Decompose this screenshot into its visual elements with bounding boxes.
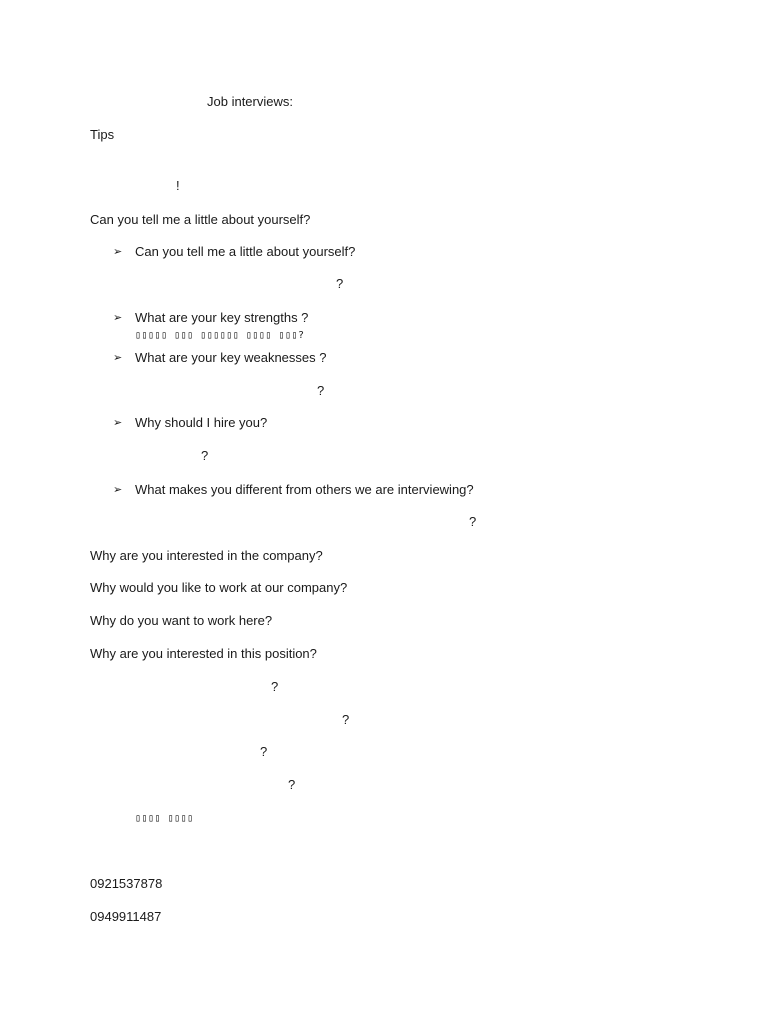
tips-heading: Tips <box>90 127 115 142</box>
question-mark: ? <box>317 383 325 398</box>
phone-number: 0949911487 <box>90 909 162 924</box>
company-question: Why are you interested in the company? <box>90 548 323 563</box>
question-mark: ? <box>271 679 279 694</box>
company-question: Why are you interested in this position? <box>90 646 317 661</box>
bullet-item: Can you tell me a little about yourself? <box>135 244 356 259</box>
bullet-arrow-icon: ➢ <box>113 483 123 496</box>
question-mark: ? <box>342 712 350 727</box>
bullet-arrow-icon: ➢ <box>113 416 123 429</box>
question-mark: ? <box>336 276 344 291</box>
bullet-arrow-icon: ➢ <box>113 351 123 364</box>
exclamation-mark: ! <box>176 178 180 193</box>
bullet-item: Why should I hire you? <box>135 415 268 430</box>
bullet-arrow-icon: ➢ <box>113 311 123 324</box>
question-mark: ? <box>260 744 268 759</box>
phone-number: 0921537878 <box>90 876 163 891</box>
bullet-item: What are your key weaknesses ? <box>135 350 327 365</box>
question-mark: ? <box>201 448 209 463</box>
bullet-arrow-icon: ➢ <box>113 245 123 258</box>
document-title: Job interviews: <box>207 94 293 109</box>
bullet-item: What makes you different from others we are interviewing? <box>135 482 474 497</box>
garbled-text-line: ▯▯▯▯▯ ▯▯▯ ▯▯▯▯▯▯ ▯▯▯▯ ▯▯▯? <box>135 330 305 341</box>
bullet-item: What are your key strengths ? <box>135 310 309 325</box>
intro-question: Can you tell me a little about yourself? <box>90 212 311 227</box>
company-question: Why do you want to work here? <box>90 613 273 628</box>
company-question: Why would you like to work at our company? <box>90 580 348 595</box>
signature-text: ▯▯▯▯ ▯▯▯▯ <box>135 813 194 824</box>
question-mark: ? <box>469 514 477 529</box>
question-mark: ? <box>288 777 296 792</box>
